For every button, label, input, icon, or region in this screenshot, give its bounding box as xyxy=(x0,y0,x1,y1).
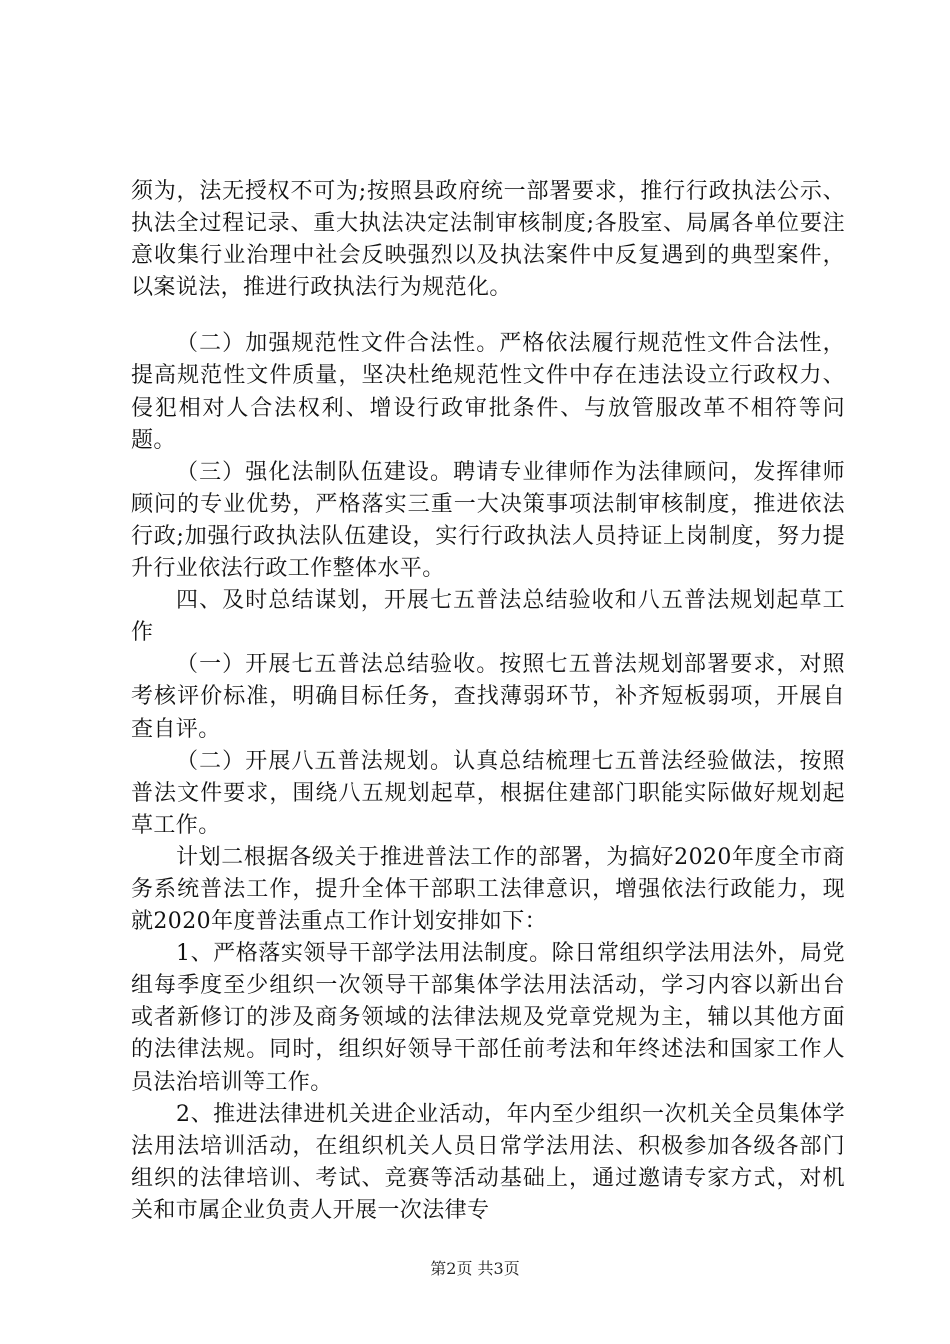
paragraph-continuation: 须为，法无授权不可为;按照县政府统一部署要求，推行行政执法公示、执法全过程记录、重大执法决定法制审核制度;各股室、局属各单位要注意收集行业治理中社会反映强烈以及执法案件中反复遇到的典型案件，以案说法，推进行政执法行为规范化。 xyxy=(131,179,845,301)
page-number-footer: 第2页 共3页 xyxy=(430,1259,520,1278)
section-heading-four: 四、及时总结谋划，开展七五普法总结验收和八五普法规划起草工作 xyxy=(131,588,845,646)
paragraph-seventh-five-review: （一）开展七五普法总结验收。按照七五普法规划部署要求，对照考核评价标准，明确目标任务，查找薄弱环节，补齐短板弱项，开展自查自评。 xyxy=(131,652,845,742)
paragraph-normative-documents: （二）加强规范性文件合法性。严格依法履行规范性文件合法性，提高规范性文件质量，坚决杜绝规范性文件中存在违法设立行政权力、侵犯相对人合法权利、增设行政审批条件、与放管服改革不相符等问题。 xyxy=(131,331,845,453)
paragraph-item-2: 2、推进法律进机关进企业活动，年内至少组织一次机关全员集体学法用法培训活动，在组织机关人员日常学法用法、积极参加各级各部门组织的法律培训、考试、竞赛等活动基础上，通过邀请专家方式，对机关和市属企业负责人开展一次法律专 xyxy=(131,1101,845,1223)
paragraph-gap xyxy=(131,304,845,328)
paragraph-eighth-five-plan: （二）开展八五普法规划。认真总结梳理七五普法经验做法，按照普法文件要求，围绕八五规划起草，根据住建部门职能实际做好规划起草工作。 xyxy=(131,748,845,838)
paragraph-item-1: 1、严格落实领导干部学法用法制度。除日常组织学法用法外，局党组每季度至少组织一次领导干部集体学法用法活动，学习内容以新出台或者新修订的涉及商务领域的法律法规及党章党规为主，辅以其他方面的法律法规。同时，组织好领导干部任前考法和年终述法和国家工作人员法治培训等工作。 xyxy=(131,941,845,1095)
paragraph-legal-team: （三）强化法制队伍建设。聘请专业律师作为法律顾问，发挥律师顾问的专业优势，严格落实三重一大决策事项法制审核制度，推进依法行政;加强行政执法队伍建设，实行行政执法人员持证上岗制度，努力提升行业依法行政工作整体水平。 xyxy=(131,459,845,582)
paragraph-plan-two-intro: 计划二根据各级关于推进普法工作的部署，为搞好2020年度全市商务系统普法工作，提升全体干部职工法律意识，增强依法行政能力，现就2020年度普法重点工作计划安排如下： xyxy=(131,844,845,935)
document-body xyxy=(131,176,845,1227)
